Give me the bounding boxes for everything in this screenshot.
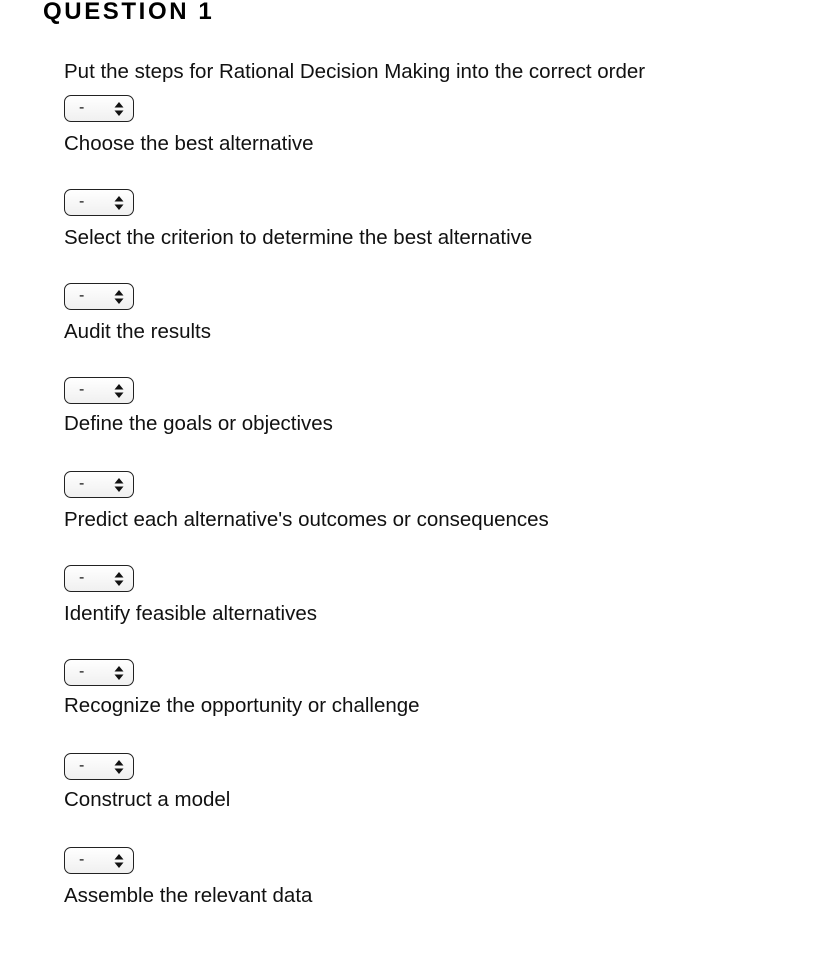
step-order-select[interactable]: [64, 95, 134, 122]
step-order-select[interactable]: [64, 565, 134, 592]
step-order-select[interactable]: [64, 189, 134, 216]
step-label: Select the criterion to determine the best alternative: [64, 226, 533, 249]
up-down-arrows-icon: [113, 195, 125, 211]
question-prompt: Put the steps for Rational Decision Making into the correct order: [64, 60, 646, 83]
step-label: Audit the results: [64, 320, 211, 343]
step-label: Identify feasible alternatives: [64, 602, 317, 625]
up-down-arrows-icon: [113, 383, 125, 399]
step-order-select[interactable]: [64, 847, 134, 874]
step-order-select[interactable]: [64, 377, 134, 404]
select-value: -: [79, 193, 85, 210]
up-down-arrows-icon: [113, 101, 125, 117]
up-down-arrows-icon: [113, 571, 125, 587]
select-value: -: [79, 757, 85, 774]
step-order-select[interactable]: [64, 471, 134, 498]
step-order-select[interactable]: [64, 283, 134, 310]
select-value: -: [79, 381, 85, 398]
select-value: -: [79, 99, 85, 116]
select-value: -: [79, 663, 85, 680]
step-order-select[interactable]: [64, 753, 134, 780]
up-down-arrows-icon: [113, 665, 125, 681]
select-value: -: [79, 569, 85, 586]
step-order-select[interactable]: [64, 659, 134, 686]
select-value: -: [79, 287, 85, 304]
up-down-arrows-icon: [113, 853, 125, 869]
step-label: Predict each alternative's outcomes or consequences: [64, 508, 549, 531]
up-down-arrows-icon: [113, 289, 125, 305]
step-label: Assemble the relevant data: [64, 884, 313, 907]
select-value: -: [79, 851, 85, 868]
question-title: QUESTION 1: [43, 0, 215, 25]
up-down-arrows-icon: [113, 477, 125, 493]
step-label: Construct a model: [64, 788, 231, 811]
up-down-arrows-icon: [113, 759, 125, 775]
step-label: Define the goals or objectives: [64, 412, 333, 435]
select-value: -: [79, 475, 85, 492]
step-label: Choose the best alternative: [64, 132, 314, 155]
step-label: Recognize the opportunity or challenge: [64, 694, 420, 717]
